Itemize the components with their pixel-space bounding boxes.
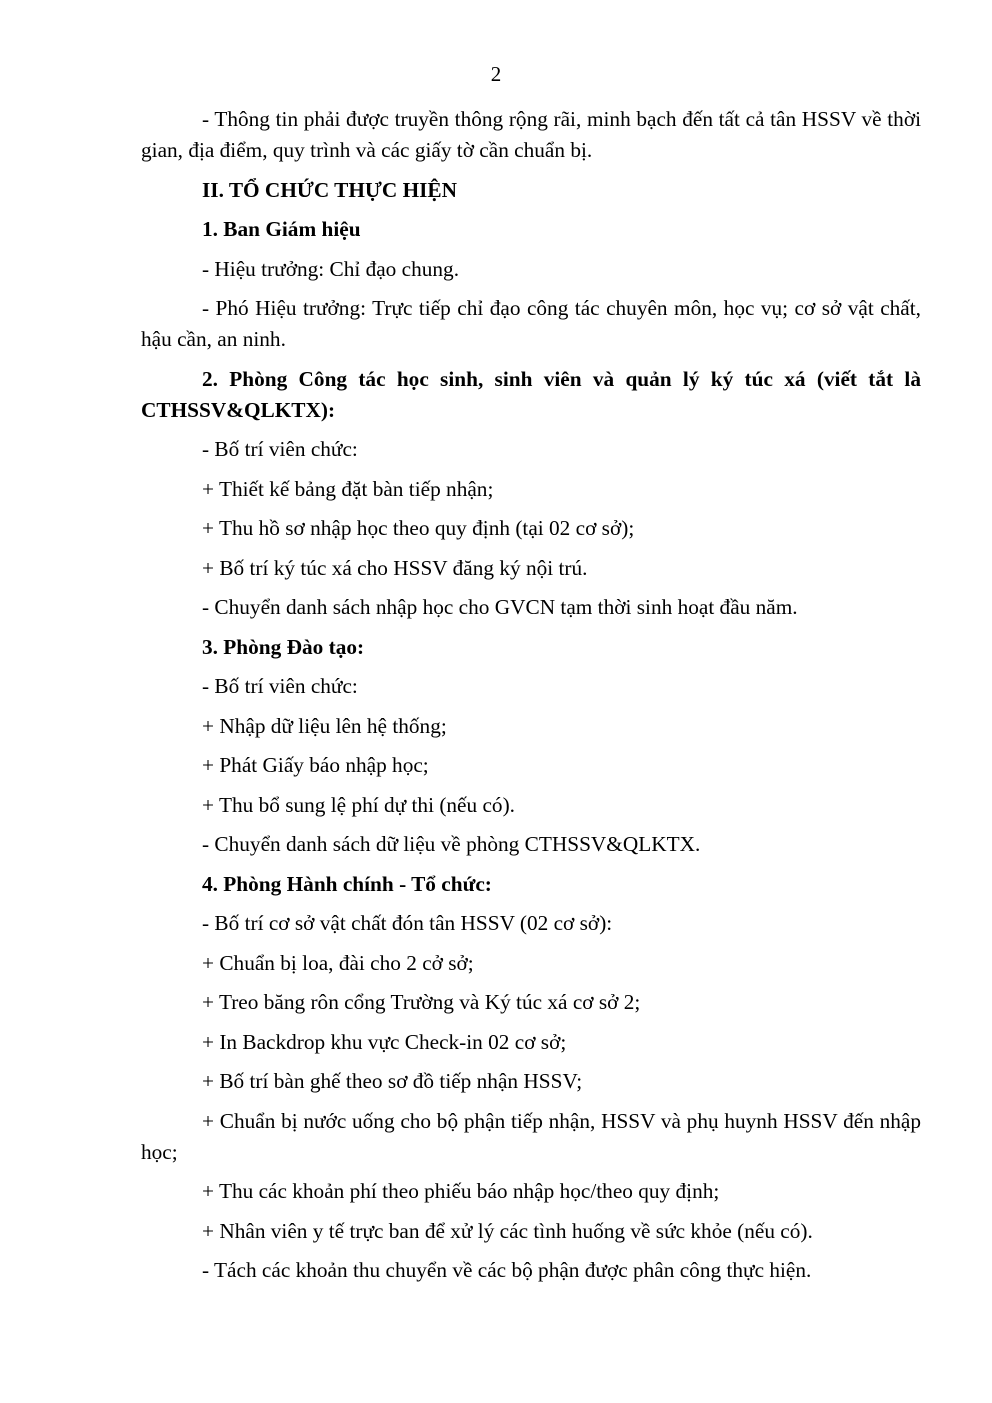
list-item: + Bố trí bàn ghế theo sơ đồ tiếp nhận HSSV;	[202, 1069, 583, 1093]
list-item: - Chuyển danh sách dữ liệu về phòng CTHSSV&QLKTX.	[202, 832, 701, 856]
list-item: - Tách các khoản thu chuyển về các bộ phận được phân công thực hiện.	[202, 1258, 812, 1282]
list-item: + Thu hồ sơ nhập học theo quy định (tại 02 cơ sở);	[202, 516, 635, 540]
list-item: + Chuẩn bị nước uống cho bộ phận tiếp nhận, HSSV và phụ huynh HSSV đến nhập học;	[141, 1108, 921, 1164]
section-heading-implementation: II. TỔ CHỨC THỰC HIỆN	[202, 177, 458, 202]
list-item: + Nhân viên y tế trực ban để xử lý các tình huống về sức khỏe (nếu có).	[202, 1218, 813, 1243]
subheading-administration-office: 4. Phòng Hành chính - Tổ chức:	[202, 871, 492, 896]
list-item: + Treo băng rôn cổng Trường và Ký túc xá cơ sở 2;	[202, 990, 641, 1014]
list-item: + In Backdrop khu vực Check-in 02 cơ sở;	[202, 1029, 567, 1054]
paragraph-principal: - Hiệu trưởng: Chỉ đạo chung.	[202, 256, 460, 281]
page-number: 2	[490, 62, 502, 86]
subheading-student-affairs: 2. Phòng Công tác học sinh, sinh viên và quản lý ký túc xá (viết tắt là CTHSSV&QLKTX):	[141, 366, 921, 422]
list-item: + Thiết kế bảng đặt bàn tiếp nhận;	[202, 476, 494, 501]
subheading-board-of-directors: 1. Ban Giám hiệu	[202, 217, 361, 241]
paragraph-vice-principal: - Phó Hiệu trưởng: Trực tiếp chỉ đạo công tác chuyên môn, học vụ; cơ sở vật chất, hậu cần, an ninh.	[141, 296, 921, 351]
list-item: + Chuẩn bị loa, đài cho 2 cở sở;	[202, 950, 474, 975]
list-item: - Bố trí viên chức:	[202, 437, 358, 461]
list-item: + Phát Giấy báo nhập học;	[202, 753, 429, 777]
list-item: + Nhập dữ liệu lên hệ thống;	[202, 713, 447, 738]
list-item: + Thu các khoản phí theo phiếu báo nhập học/theo quy định;	[202, 1179, 720, 1203]
list-item: - Bố trí viên chức:	[202, 674, 358, 698]
subheading-training-office: 3. Phòng Đào tạo:	[202, 634, 365, 659]
paragraph-communication: - Thông tin phải được truyền thông rộng rãi, minh bạch đến tất cả tân HSSV về thời gian, địa điểm, quy trình và các giấy tờ cần chuẩn bị.	[141, 107, 921, 162]
list-item: - Chuyển danh sách nhập học cho GVCN tạm thời sinh hoạt đầu năm.	[202, 595, 798, 619]
list-item: + Bố trí ký túc xá cho HSSV đăng ký nội trú.	[202, 555, 588, 580]
list-item: + Thu bổ sung lệ phí dự thi (nếu có).	[202, 792, 515, 817]
document-body	[141, 104, 921, 1295]
list-item: - Bố trí cơ sở vật chất đón tân HSSV (02 cơ sở):	[202, 911, 613, 935]
